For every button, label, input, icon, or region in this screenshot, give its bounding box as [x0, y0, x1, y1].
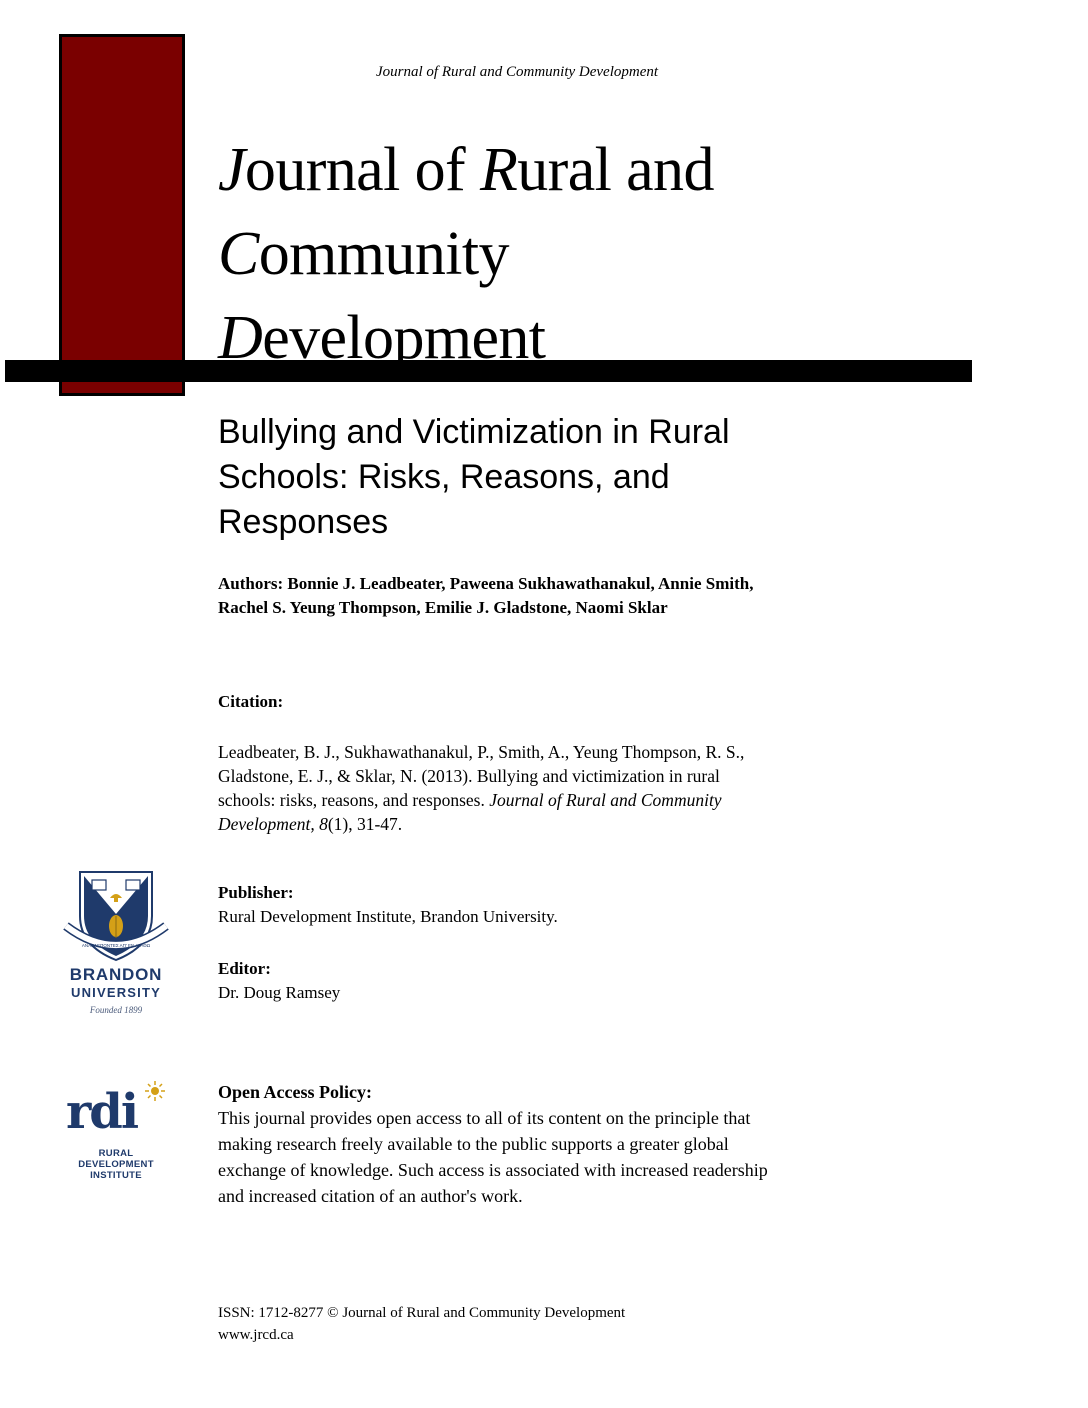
journal-title-line-2: Community — [218, 220, 509, 288]
editor-heading: Editor: — [218, 959, 271, 978]
editor-section — [218, 957, 340, 1005]
brandon-founded: Founded 1899 — [89, 1005, 143, 1015]
running-header: Journal of Rural and Community Development — [376, 64, 659, 80]
journal-title-line-1: Journal of Rural and — [218, 136, 714, 204]
website-link[interactable]: www.jrcd.ca — [218, 1327, 294, 1343]
authors: Authors: Bonnie J. Leadbeater, Paweena Sukhawathanakul, Annie Smith, Rachel S. Yeung Thompson, Emilie J. Gladstone, Naomi Sklar — [218, 574, 754, 617]
issn-line: ISSN: 1712-8277 © Journal of Rural and Community Development — [218, 1305, 626, 1321]
open-access-section: Open Access Policy: This journal provides open access to all of its content on the principle that making research freely available to the public supports a greater global exchange of knowledge. Such access is associated with increased readership and increased citation of an author's work. — [218, 1079, 768, 1209]
rdi-logo: rdi RURAL DEVELOPMENT INSTITUTE — [62, 1080, 170, 1190]
publisher-value: Rural Development Institute, Brandon University. — [218, 907, 558, 926]
brandon-name-line-2: UNIVERSITY — [70, 985, 161, 1000]
sun-icon — [144, 1080, 166, 1102]
accent-block — [59, 34, 185, 396]
publisher-section — [218, 881, 558, 929]
citation-text: Leadbeater, B. J., Sukhawathanakul, P., Smith, A., Yeung Thompson, R. S., Gladstone, E. J., & Sklar, N. (2013). Bullying and victimization in rural schools: risks, reasons, and responses. Journal of Rural and Community Development, 8(1), 31-47. — [218, 742, 745, 834]
journal-title-line-3: Development — [218, 304, 546, 372]
article-title: Bullying and Victimization in Rural Schools: Risks, Reasons, and Responses — [218, 413, 730, 541]
editor-value: Dr. Doug Ramsey — [218, 983, 341, 1002]
svg-text:ΑΝΑΒΛΕΠΟΝΤΕΣ ΑΠ' ΕΝ ΑΓΑΘΩ: ΑΝΑΒΛΕΠΟΝΤΕΣ ΑΠ' ΕΝ ΑΓΑΘΩ — [81, 943, 151, 948]
crest-icon — [58, 868, 174, 964]
footer — [218, 1302, 625, 1346]
brandon-university-logo — [58, 868, 174, 1018]
rdi-mark: rdi — [66, 1084, 138, 1140]
open-access-heading: Open Access Policy: — [218, 1082, 372, 1102]
brandon-name-line-1: BRANDON — [69, 965, 163, 984]
journal-title — [218, 128, 714, 380]
citation-heading: Citation: — [218, 692, 284, 711]
publisher-heading: Publisher: — [218, 883, 294, 902]
